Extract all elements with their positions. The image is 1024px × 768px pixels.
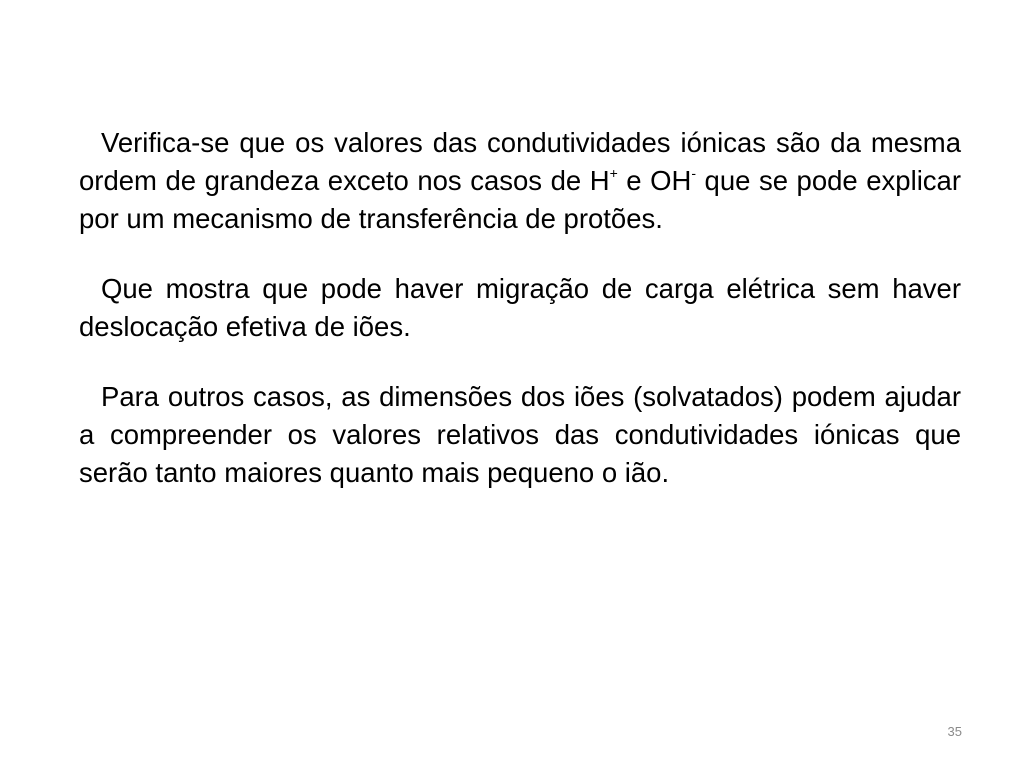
slide-body [79, 124, 961, 524]
paragraph-3: Para outros casos, as dimensões dos iões (solvatados) podem ajudar a compreender os valores relativos das condutividades iónicas que serão tanto maiores quanto mais pequeno o ião. [79, 381, 961, 488]
paragraph-1-text-c: que se pode explicar por um mecanismo de transferência de protões. [79, 165, 962, 234]
paragraph-1-text-b: e OH [617, 165, 692, 196]
superscript-plus: + [609, 165, 618, 181]
slide-number: 35 [947, 724, 962, 739]
paragraph-2: Que mostra que pode haver migração de carga elétrica sem haver deslocação efetiva de iões. [79, 273, 961, 342]
paragraph-1-text-a: Verifica-se que os valores das condutividades iónicas são da mesma ordem de grandeza exceto nos casos de H [79, 127, 961, 196]
paragraph-1 [79, 124, 961, 238]
superscript-minus: - [691, 165, 697, 181]
